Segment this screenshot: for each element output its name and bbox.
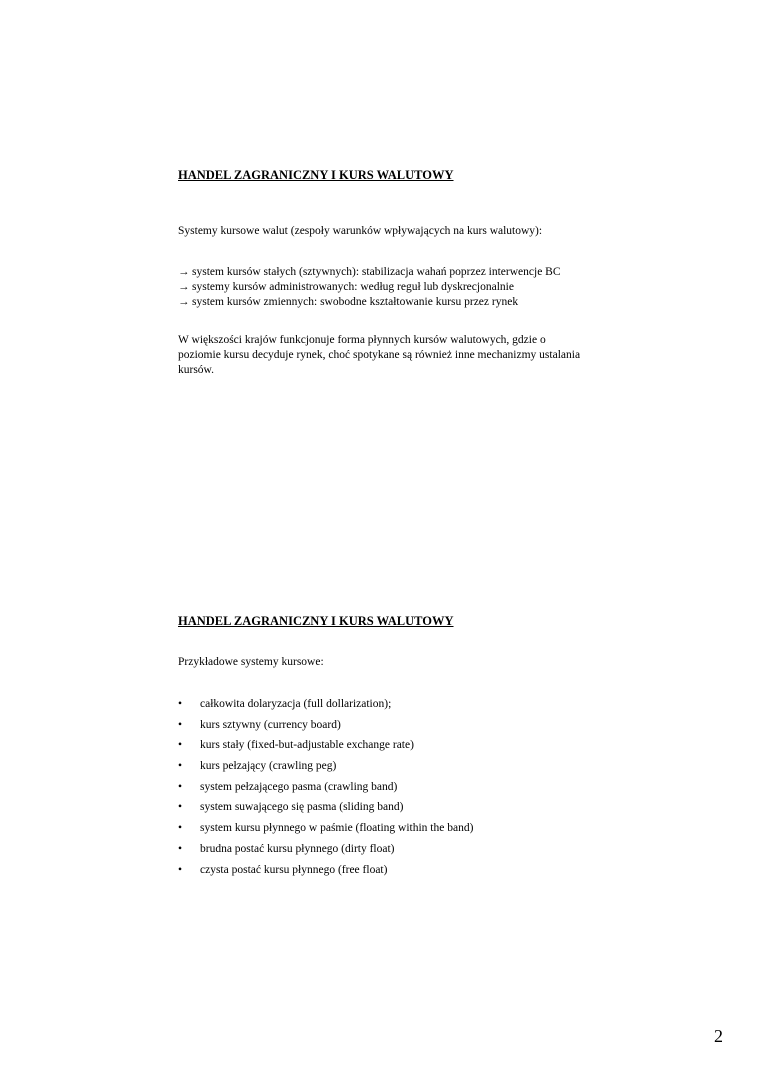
bullet-icon: • (178, 801, 183, 814)
list-item (178, 800, 473, 821)
arrow-list-item (178, 280, 561, 295)
list-item (178, 780, 473, 801)
paragraph-line: kursów. (178, 364, 214, 376)
bullet-icon: • (178, 842, 183, 855)
list-item (178, 697, 473, 718)
list-item (178, 759, 473, 780)
list-item-text: czysta postać kursu płynnego (free float) (200, 863, 388, 876)
arrow-item-text: systemy kursów administrowanych: według reguł lub dyskrecjonalnie (192, 281, 514, 293)
slide2-intro: Przykładowe systemy kursowe: (178, 656, 324, 668)
bullet-icon: • (178, 739, 183, 752)
list-item (178, 821, 473, 842)
list-item-text: kurs sztywny (currency board) (200, 718, 341, 731)
list-item (178, 842, 473, 863)
arrow-item-text: system kursów zmiennych: swobodne kształtowanie kursu przez rynek (192, 296, 519, 308)
list-item (178, 863, 473, 884)
bullet-icon: • (178, 760, 183, 773)
paragraph-line: poziomie kursu decyduje rynek, choć spotykane są również inne mechanizmy ustalania (178, 349, 581, 361)
list-item (178, 738, 473, 759)
slide1-heading: HANDEL ZAGRANICZNY I KURS WALUTOWY (178, 168, 454, 182)
list-item-text: system pełzającego pasma (crawling band) (200, 780, 398, 793)
list-item-text: kurs stały (fixed-but-adjustable exchange rate) (200, 739, 414, 752)
paragraph-line: W większości krajów funkcjonuje forma płynnych kursów walutowych, gdzie o (178, 334, 546, 346)
arrow-right-icon: → (178, 266, 190, 278)
slide1-intro: Systemy kursowe walut (zespoły warunków wpływających na kurs walutowy): (178, 225, 543, 237)
slide2-bullet-list (178, 697, 473, 883)
list-item-text: całkowita dolaryzacja (full dollarization); (200, 698, 392, 710)
bullet-icon: • (178, 863, 183, 876)
list-item-text: system suwającego się pasma (sliding band) (200, 801, 404, 814)
arrow-list-item (178, 295, 561, 310)
slide1-paragraph (178, 333, 580, 378)
bullet-icon: • (178, 780, 183, 793)
list-item-text: brudna postać kursu płynnego (dirty float) (200, 842, 395, 855)
slide2-heading: HANDEL ZAGRANICZNY I KURS WALUTOWY (178, 614, 454, 628)
arrow-item-text: system kursów stałych (sztywnych): stabilizacja wahań poprzez interwencje BC (192, 266, 561, 278)
bullet-icon: • (178, 718, 183, 731)
arrow-list-item (178, 265, 561, 280)
list-item (178, 718, 473, 739)
list-item-text: system kursu płynnego w paśmie (floating within the band) (200, 822, 474, 835)
bullet-icon: • (178, 698, 183, 710)
bullet-icon: • (178, 822, 183, 835)
list-item-text: kurs pełzający (crawling peg) (200, 760, 337, 773)
page-number: 2 (714, 1026, 723, 1046)
arrow-right-icon: → (178, 281, 190, 293)
arrow-right-icon: → (178, 296, 190, 308)
slide1-arrow-list (178, 265, 561, 310)
